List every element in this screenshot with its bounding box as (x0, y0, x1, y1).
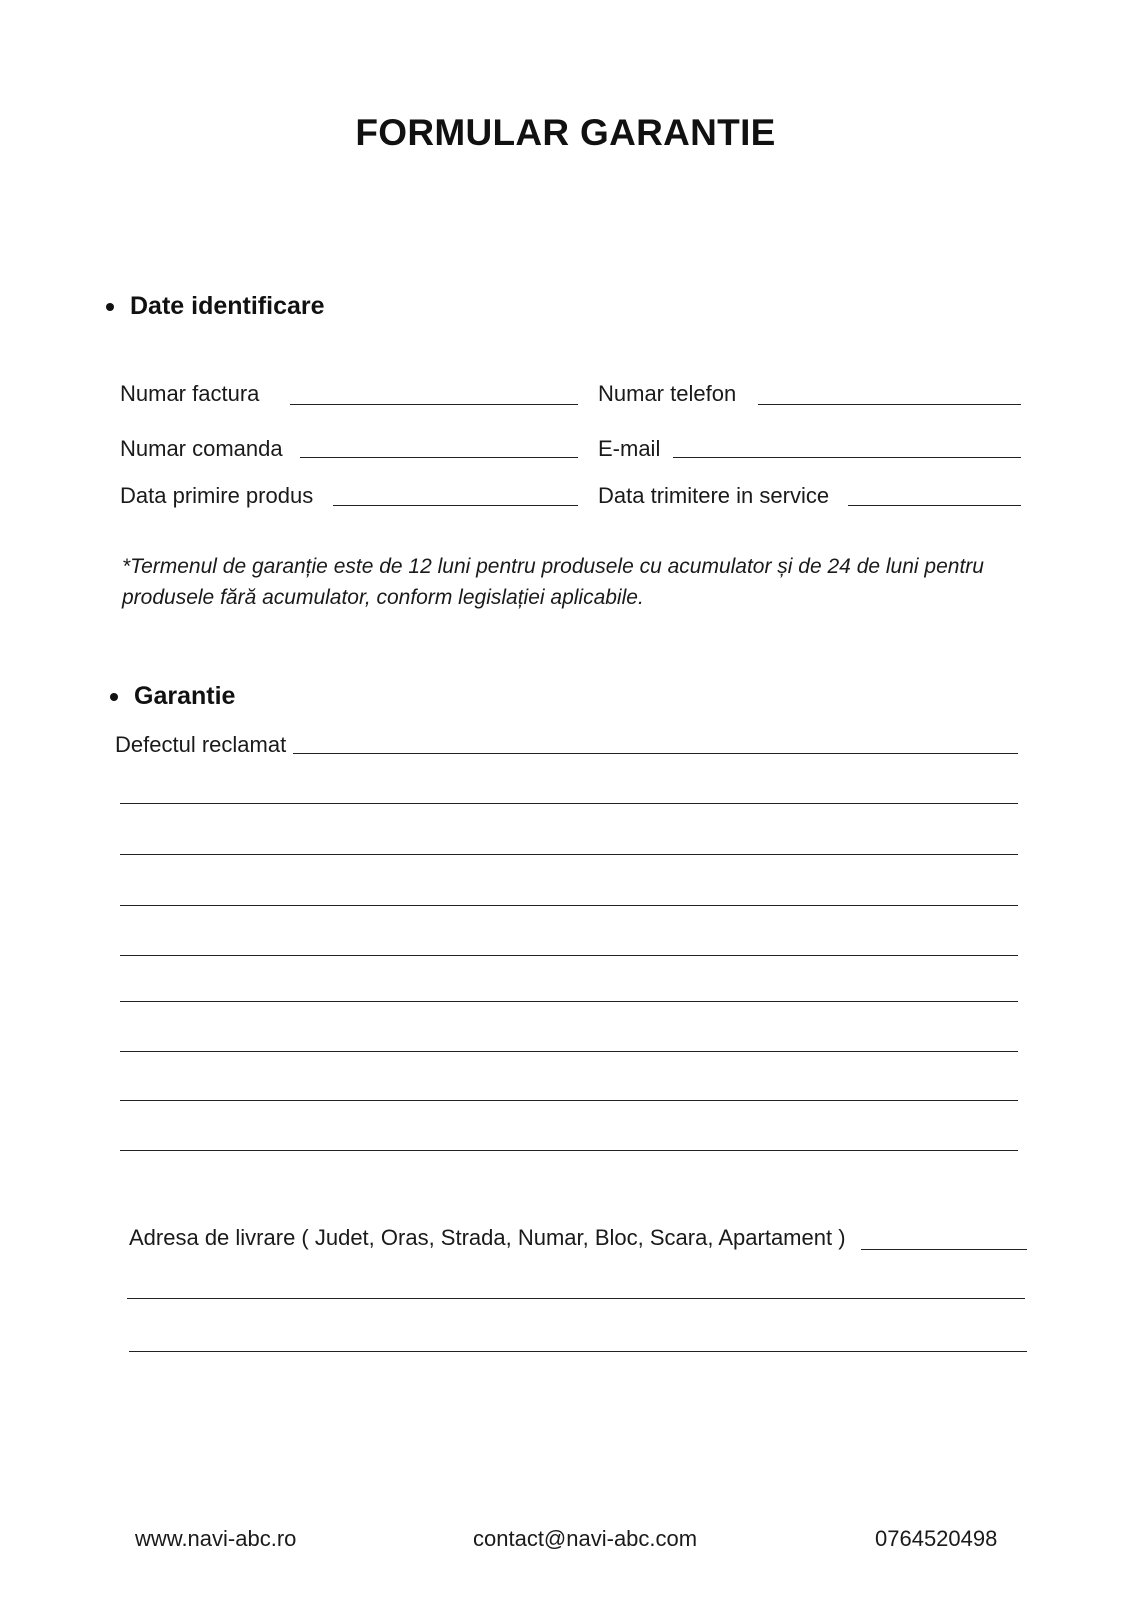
defect-line[interactable] (120, 1001, 1018, 1002)
bullet-icon (110, 693, 118, 701)
address-label: Adresa de livrare ( Judet, Oras, Strada, Numar, Bloc, Scara, Apartament ) (129, 1225, 846, 1250)
footer-phone: 0764520498 (875, 1526, 998, 1551)
receipt-date-field[interactable] (333, 505, 578, 506)
defect-label: Defectul reclamat (115, 732, 287, 757)
defect-line[interactable] (120, 854, 1018, 855)
warranty-note: *Termenul de garanție este de 12 luni pentru produsele cu acumulator și de 24 de luni pentru produsele fără acumulator, conform legislației aplicabile. (122, 555, 984, 609)
defect-line[interactable] (120, 1150, 1018, 1151)
footer-email[interactable]: contact@navi-abc.com (473, 1526, 698, 1551)
defect-field[interactable] (293, 753, 1018, 754)
bullet-icon (106, 303, 114, 311)
defect-line[interactable] (120, 803, 1018, 804)
phone-number-label: Numar telefon (598, 381, 737, 406)
invoice-number-label: Numar factura (120, 381, 260, 406)
email-label: E-mail (598, 436, 661, 461)
service-date-field[interactable] (848, 505, 1021, 506)
section-heading-identification (106, 292, 325, 321)
defect-line[interactable] (120, 1100, 1018, 1101)
receipt-date-label: Data primire produs (120, 483, 314, 508)
address-line[interactable] (129, 1351, 1027, 1352)
service-date-label: Data trimitere in service (598, 483, 830, 508)
section-heading-warranty (110, 682, 235, 711)
section-heading-label: Date identificare (130, 292, 325, 320)
order-number-label: Numar comanda (120, 436, 283, 461)
invoice-number-field[interactable] (290, 404, 578, 405)
footer-website[interactable]: www.navi-abc.ro (135, 1526, 297, 1551)
page-title: FORMULAR GARANTIE (355, 112, 776, 153)
defect-line[interactable] (120, 905, 1018, 906)
address-field[interactable] (861, 1249, 1027, 1250)
defect-line[interactable] (120, 955, 1018, 956)
email-field[interactable] (673, 457, 1021, 458)
phone-number-field[interactable] (758, 404, 1021, 405)
order-number-field[interactable] (300, 457, 578, 458)
address-line[interactable] (127, 1298, 1025, 1299)
section-heading-label: Garantie (134, 682, 236, 710)
defect-line[interactable] (120, 1051, 1018, 1052)
